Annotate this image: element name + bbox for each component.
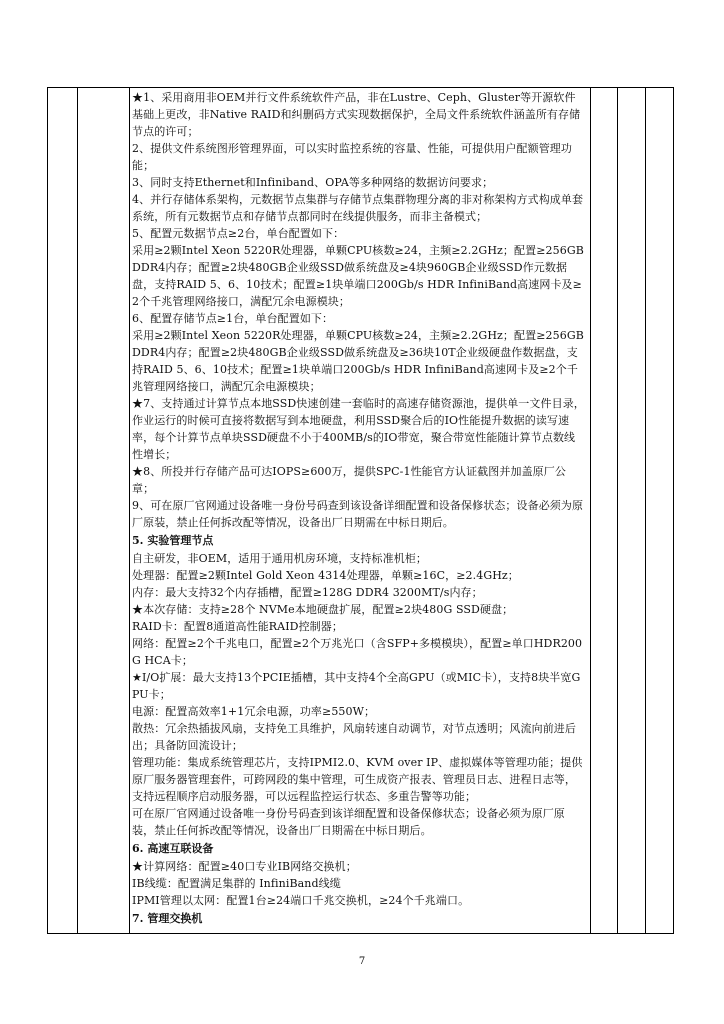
spec-paragraph: 采用≥2颗Intel Xeon 5220R处理器，单颗CPU核数≥24，主频≥2.2GHz；配置≥256GB DDR4内存；配置≥2块480GB企业级SSD做系统盘及≥4块960GB企业级SSD作元数据盘，支持RAID 5、6、10技术；配置≥1块单端口200Gb/s HDR InfiniBand高速网卡及≥2个千兆管理网络接口，满配冗余电源模块； — [132, 244, 584, 308]
spec-paragraph: 2、提供文件系统图形管理界面，可以实时监控系统的容量、性能，可提供用户配额管理功能； — [132, 142, 572, 172]
spec-paragraph: 3、同时支持Ethernet和Infiniband、OPA等多种网络的数据访问要求； — [132, 176, 494, 189]
column-divider — [590, 88, 591, 933]
spec-paragraph: 电源：配置高效率1+1冗余电源，功率≥550W； — [132, 705, 376, 718]
spec-paragraph: ★7、支持通过计算节点本地SSD快速创建一套临时的高速存储资源池，提供单一文件目录，作业运行的时候可直接将数据写到本地硬盘，利用SSD聚合后的IO性能提升数据的读写速率，每个计算节点单块SSD硬盘不小于400MB/s的IO带宽，聚合带宽性能随计算节点数线性增长； — [132, 397, 585, 461]
spec-paragraph: RAID卡：配置8通道高性能RAID控制器； — [132, 620, 343, 633]
spec-paragraph: IPMI管理以太网：配置1台≥24端口千兆交换机，≥24个千兆端口。 — [132, 894, 470, 907]
spec-paragraph: ★1、采用商用非OEM并行文件系统软件产品，非在Lustre、Ceph、Gluster等开源软件基础上更改，非Native RAID和纠删码方式实现数据保护，全局文件系统软件涵盖所有存储节点的许可； — [132, 91, 581, 138]
column-divider — [129, 88, 130, 933]
section-heading: 7. 管理交换机 — [132, 912, 203, 925]
section-heading: 6. 高速互联设备 — [132, 842, 214, 855]
section-heading: 5. 实验管理节点 — [132, 534, 214, 547]
spec-paragraph: 散热：冗余热插拔风扇，支持免工具维护，风扇转速自动调节，对节点透明；风流向前进后出；具备防回流设计； — [132, 722, 576, 752]
column-divider — [645, 88, 646, 933]
spec-cell-content — [132, 89, 586, 928]
spec-paragraph: 网络：配置≥2个千兆电口，配置≥2个万兆光口（含SFP+多模模块），配置≥单口HDR200G HCA卡； — [132, 637, 583, 667]
spec-paragraph: 管理功能：集成系统管理芯片，支持IPMI2.0、KVM over IP、虚拟媒体等管理功能；提供原厂服务器管理套件，可跨网段的集中管理，可生成资产报表、管理员日志、进程日志等，支持远程顺序启动服务器，可以远程监控运行状态、多重告警等功能； — [132, 756, 583, 803]
spec-paragraph: 4、并行存储体系架构，元数据节点集群与存储节点集群物理分离的非对称架构方式构成单套系统，所有元数据节点和存储节点都同时在线提供服务，而非主备模式； — [132, 193, 584, 223]
spec-paragraph: 采用≥2颗Intel Xeon 5220R处理器，单颗CPU核数≥24，主频≥2.2GHz；配置≥256GB DDR4内存；配置≥2块480GB企业级SSD做系统盘及≥36块10T企业级硬盘作数据盘，支持RAID 5、6、10技术；配置≥1块单端口200Gb/s HDR InfiniBand高速网卡及≥2个千兆管理网络接口，满配冗余电源模块； — [132, 329, 584, 393]
spec-paragraph: 5、配置元数据节点≥2台，单台配置如下： — [132, 227, 345, 240]
spec-paragraph: ★计算网络：配置≥40口专业IB网络交换机； — [132, 860, 357, 873]
spec-paragraph: ★8、所投并行存储产品可达IOPS≥600万，提供SPC-1性能官方认证截图并加盖原厂公章； — [132, 465, 566, 495]
column-divider — [617, 88, 618, 933]
spec-paragraph: 9、可在原厂官网通过设备唯一身份号码查到该设备详细配置和设备保修状态；设备必须为原厂原装，禁止任何拆改配等情况，设备出厂日期需在中标日期后。 — [132, 499, 584, 529]
spec-paragraph: 自主研发，非OEM，适用于通用机房环境，支持标准机柜； — [132, 552, 428, 565]
spec-paragraph: 处理器：配置≥2颗Intel Gold Xeon 4314处理器，单颗≥16C，≥2.4GHz； — [132, 569, 519, 582]
spec-paragraph: 可在原厂官网通过设备唯一身份号码查到该详细配置和设备保修状态；设备必须为原厂原装，禁止任何拆改配等情况，设备出厂日期需在中标日期后。 — [132, 807, 565, 837]
page-number: 7 — [358, 956, 366, 967]
spec-paragraph: ★本次存储：支持≥28个 NVMe本地硬盘扩展，配置≥2块480G SSD硬盘； — [132, 603, 514, 616]
spec-paragraph: 内存：最大支持32个内存插槽，配置≥128G DDR4 3200MT/s内存； — [132, 586, 483, 599]
column-divider — [77, 88, 78, 933]
spec-paragraph: 6、配置存储节点≥1台，单台配置如下： — [132, 312, 334, 325]
spec-paragraph: ★I/O扩展：最大支持13个PCIE插槽，其中支持4个全高GPU（或MIC卡），支持8块半宽GPU卡； — [132, 671, 581, 701]
spec-paragraph: IB线缆：配置满足集群的 InfiniBand线缆 — [132, 877, 341, 890]
